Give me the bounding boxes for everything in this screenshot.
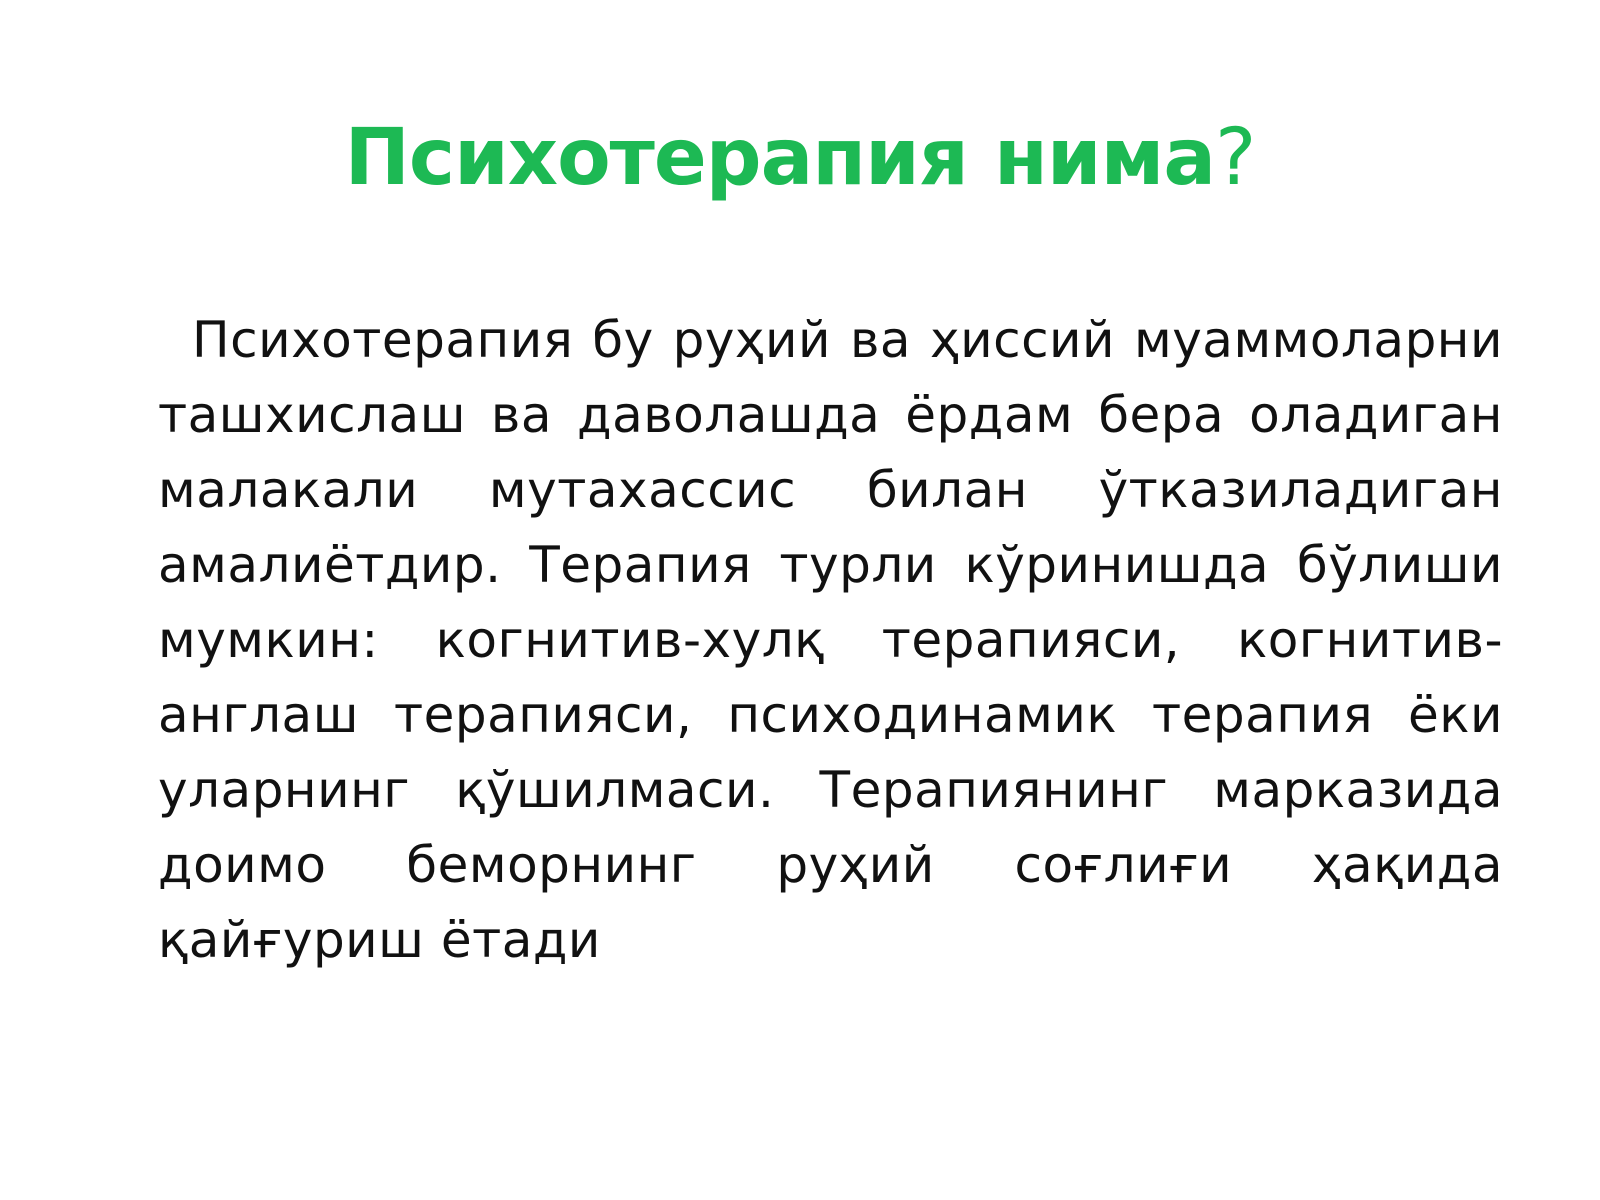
slide-title: [0, 108, 1600, 208]
slide-title-text: Психотерапия нима: [344, 113, 1215, 203]
slide-body-paragraph: Психотерапия бу руҳий ва ҳиссий муаммоларни ташхислаш ва даволашда ёрдам бера оладиган малакали мутахассис билан ўтказиладиган амалиётдир. Терапия турли кўринишда бўлиши мумкин: когнитив-хулқ терапияси, когнитив-англаш терапияси, психодинамик терапия ёки уларнинг қўшилмаси. Терапиянинг марказида доимо беморнинг руҳий соғлиғи ҳақида қайғуриш ётади: [158, 311, 1503, 969]
slide-title-question-mark: ?: [1214, 113, 1256, 203]
